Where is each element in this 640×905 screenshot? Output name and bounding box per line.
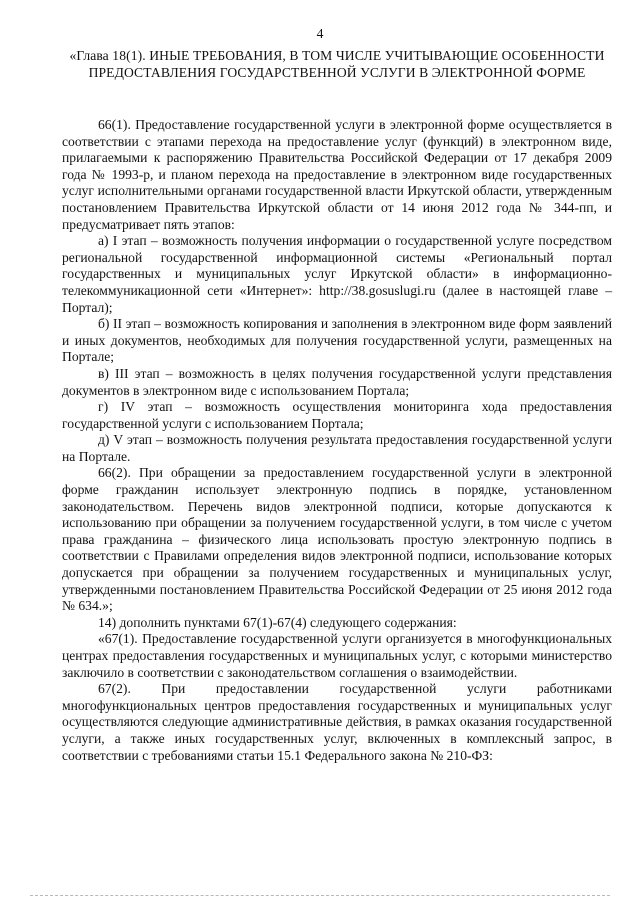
chapter-title: «Глава 18(1). ИНЫЕ ТРЕБОВАНИЯ, В ТОМ ЧИСЛЕ УЧИТЫВАЮЩИЕ ОСОБЕННОСТИ ПРЕДОСТАВЛЕНИЯ ГОСУДАРСТВЕННОЙ УСЛУГИ В ЭЛЕКТРОННОЙ ФОРМЕ bbox=[69, 48, 605, 80]
paragraph-66-2: 66(2). При обращении за предоставлением государственной услуги в электронной форме гражданин использует электронную подпись в порядке, установленном законодательством. Перечень видов электронной подписи, которые допускаются к использованию при обращении за получением государственной услуги, в том числе с учетом права гражданина – физического лица использовать простую электронную подпись в соответствии с Правилами определения видов электронной подписи, использование которых допускается при обращении за получением государственных и муниципальных услуг, утвержденными постановлением Правительства Российской Федерации от 25 июня 2012 года № 634.»; bbox=[62, 465, 612, 614]
footer-rule bbox=[30, 895, 610, 896]
page-number: 4 bbox=[316, 26, 324, 41]
stage-v: в) III этап – возможность в целях получения государственной услуги представления документов в электронном виде с использованием Портала; bbox=[62, 365, 612, 398]
paragraph-67-2: 67(2). При предоставлении государственной услуги работниками многофункциональных центров предоставления государственных и муниципальных услуг осуществляются следующие административные действия, в рамках оказания государственной услуги, а также иных государственных услуг, включенных в комплексный запрос, в соответствии с требованиями статьи 15.1 Федерального закона № 210-ФЗ: bbox=[62, 681, 612, 763]
paragraph-66-1: 66(1). Предоставление государственной услуги в электронной форме осуществляется в соответствии с этапами перехода на предоставление услуг (функций) в электронном виде, прилагаемыми к распоряжению Правительства Российской Федерации от 17 декабря 2009 года № 1993-р, и планом перехода на предоставление в электронном виде государственных услуг исполнительными органами государственной власти Иркутской области, утвержденным постановлением Правительства Иркутской области от 14 июня 2012 года № 344-пп, и предусматривает пять этапов: bbox=[62, 117, 612, 232]
paragraph-67-1: «67(1). Предоставление государственной услуги организуется в многофункциональных центрах предоставления государственных и муниципальных услуг, с которыми министерство заключило в соответствии с законодательством соглашения о взаимодействии. bbox=[62, 631, 612, 680]
stage-d: д) V этап – возможность получения результата предоставления государственной услуги на Портале. bbox=[62, 432, 612, 464]
item-14: 14) дополнить пунктами 67(1)-67(4) следующего содержания: bbox=[98, 614, 457, 630]
document-body bbox=[62, 117, 612, 764]
stage-g: г) IV этап – возможность осуществления мониторинга хода предоставления государственной услуги с использованием Портала; bbox=[62, 399, 612, 431]
stage-b: б) II этап – возможность копирования и заполнения в электронном виде форм заявлений и иных документов, необходимых для получения государственной услуги, размещенных на Портале; bbox=[62, 316, 612, 365]
stage-a: а) I этап – возможность получения информации о государственной услуге посредством региональной государственной информационной системы «Региональный портал государственных и муниципальных услуг Иркутской области» в информационно-телекоммуникационной сети «Интернет»: http://38.gosuslugi.ru (далее в настоящей главе – Портал); bbox=[62, 233, 612, 315]
